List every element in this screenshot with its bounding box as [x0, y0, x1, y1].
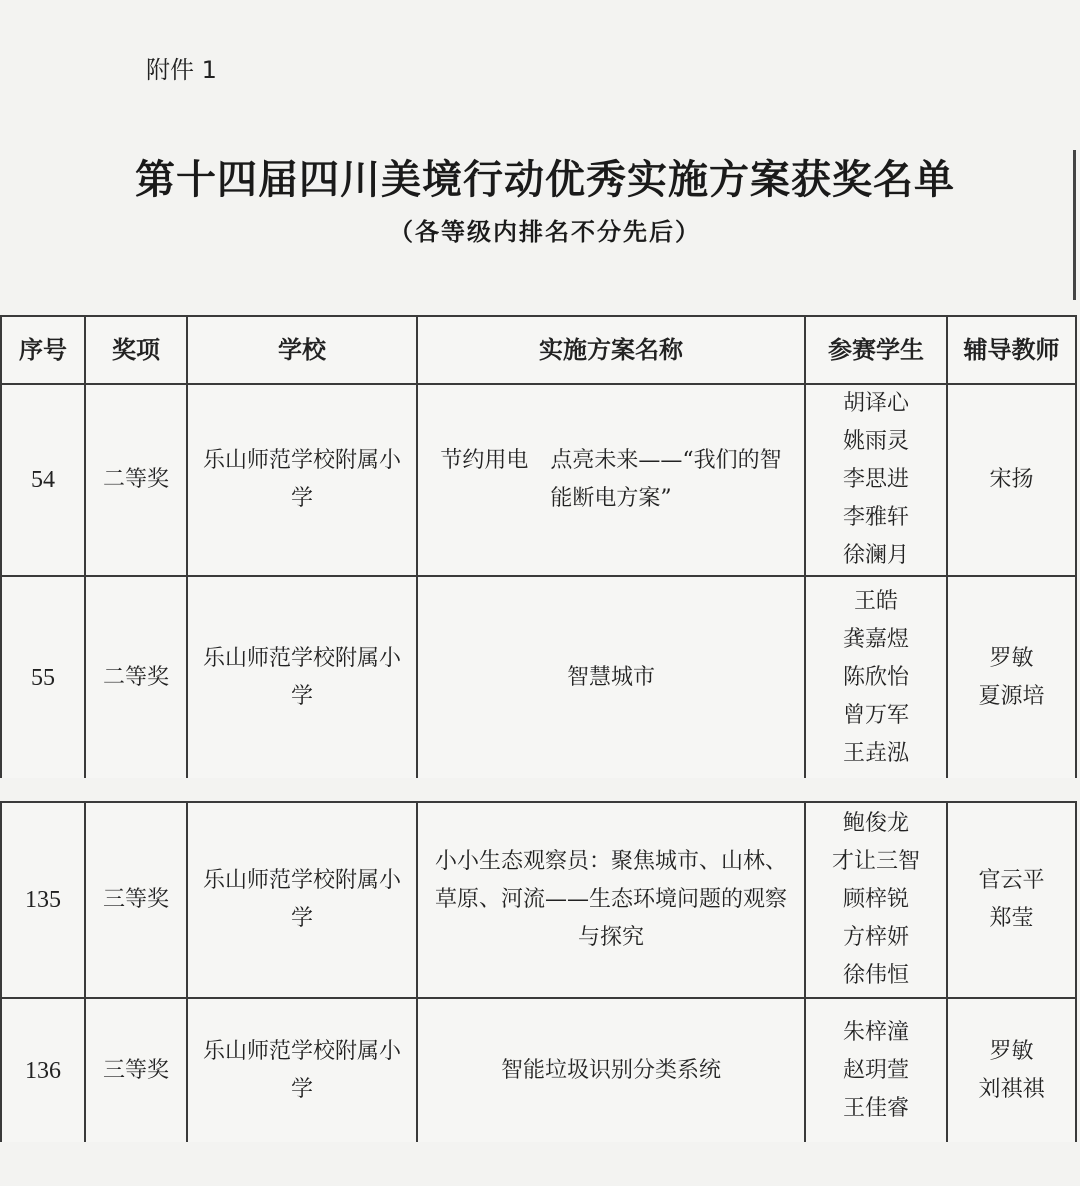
student-name: 方梓妍 [842, 925, 909, 950]
table-row [1, 576, 1076, 778]
header-award: 奖项 [85, 316, 187, 384]
document-subtitle: （各等级内排名不分先后） [389, 218, 701, 246]
award-table-top [0, 315, 1077, 778]
row-no: 54 [1, 384, 85, 576]
student-name: 顾梓锐 [842, 887, 909, 912]
row-award: 三等奖 [85, 802, 187, 998]
row-school: 乐山师范学校附属小学 [187, 576, 417, 778]
row-plan: 智能垃圾识别分类系统 [417, 998, 805, 1142]
table-row [1, 384, 1076, 576]
teacher-name: 刘祺祺 [978, 1076, 1045, 1102]
header-plan: 实施方案名称 [417, 316, 805, 384]
row-no: 136 [1, 998, 85, 1142]
row-plan: 小小生态观察员：聚焦城市、山林、草原、河流——生态环境问题的观察与探究 [417, 802, 805, 998]
student-name: 徐伟恒 [842, 963, 909, 988]
page-edge-divider [1073, 150, 1076, 300]
row-teachers [947, 576, 1076, 778]
student-name: 赵玥萱 [842, 1057, 909, 1083]
student-name: 姚雨灵 [842, 429, 909, 454]
header-school: 学校 [187, 316, 417, 384]
student-name: 王皓 [853, 588, 898, 614]
student-name: 陈欣怡 [842, 664, 909, 690]
row-no: 135 [1, 802, 85, 998]
teacher-name: 官云平 [978, 868, 1045, 893]
student-name: 王佳睿 [842, 1095, 909, 1121]
teacher-name: 夏源培 [978, 683, 1045, 709]
row-students [805, 998, 947, 1142]
table-row [1, 998, 1076, 1142]
row-teachers [947, 998, 1076, 1142]
row-award: 二等奖 [85, 576, 187, 778]
award-table-bottom [0, 801, 1077, 1142]
teacher-name: 罗敏 [989, 645, 1034, 671]
row-teachers [947, 384, 1076, 576]
row-plan: 智慧城市 [417, 576, 805, 778]
row-school: 乐山师范学校附属小学 [187, 384, 417, 576]
student-name: 朱梓潼 [842, 1019, 909, 1045]
row-students [805, 384, 947, 576]
row-students [805, 802, 947, 998]
row-plan: 节约用电 点亮未来——“我们的智能断电方案” [417, 384, 805, 576]
student-name: 李思进 [842, 467, 909, 492]
table-row [1, 802, 1076, 998]
table-header-row [1, 316, 1076, 384]
student-name: 王垚泓 [842, 740, 909, 766]
header-teachers: 辅导教师 [947, 316, 1076, 384]
student-name: 鲍俊龙 [842, 811, 909, 836]
row-no: 55 [1, 576, 85, 778]
teacher-name: 宋扬 [989, 467, 1034, 492]
header-no: 序号 [1, 316, 85, 384]
student-name: 胡译心 [842, 391, 909, 416]
row-students [805, 576, 947, 778]
document-title: 第十四届四川美境行动优秀实施方案获奖名单 [135, 157, 955, 203]
row-school: 乐山师范学校附属小学 [187, 802, 417, 998]
row-award: 二等奖 [85, 384, 187, 576]
row-teachers [947, 802, 1076, 998]
attachment-label: 附件 1 [146, 56, 217, 84]
row-award: 三等奖 [85, 998, 187, 1142]
student-name: 才让三智 [831, 849, 920, 874]
table-split-gap [0, 778, 1080, 800]
row-school: 乐山师范学校附属小学 [187, 998, 417, 1142]
teacher-name: 郑莹 [989, 906, 1034, 931]
header-students: 参赛学生 [805, 316, 947, 384]
student-name: 龚嘉煜 [842, 626, 909, 652]
student-name: 徐澜月 [842, 543, 909, 568]
student-name: 曾万军 [842, 702, 909, 728]
student-name: 李雅轩 [842, 505, 909, 530]
teacher-name: 罗敏 [989, 1038, 1034, 1064]
